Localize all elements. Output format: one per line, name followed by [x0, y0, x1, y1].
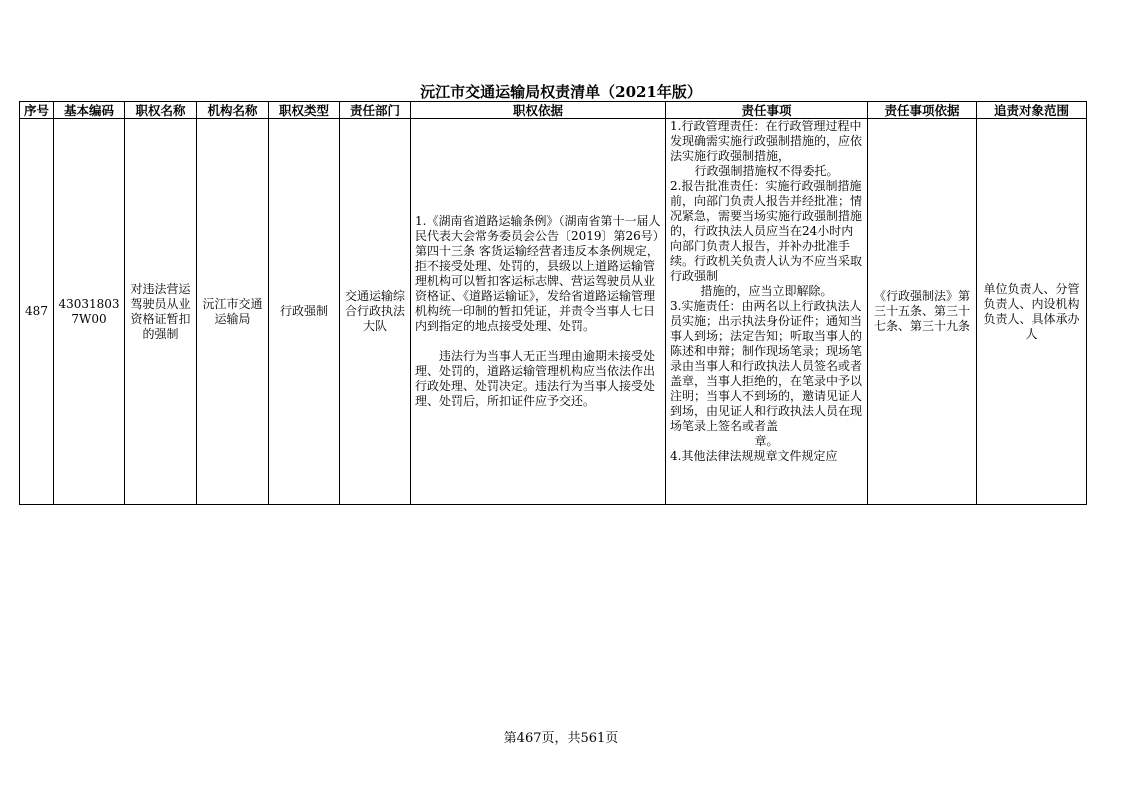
duty-line: 3.实施责任：由两名以上行政执法人员实施；出示执法身份证件；通知当事人到场；法定告知；听取当事人的陈述和申辩；制作现场笔录；现场笔录由当事人和行政执法人员签名或者盖章，当事人拒绝的，在笔录中予以注明；当事人不到场的，邀请见证人到场，由见证人和行政执法人员在现场笔录上签名或者盖 [670, 299, 863, 433]
header-code: 基本编码 [54, 102, 125, 119]
header-duty-basis: 责任事项依据 [868, 102, 977, 119]
duty-line: 措施的，应当立即解除。 [700, 284, 833, 298]
header-power-name: 职权名称 [125, 102, 197, 119]
power-list-table [19, 101, 1087, 505]
cell-code: 430318037W00 [54, 119, 125, 505]
header-basis: 职权依据 [411, 102, 666, 119]
cell-basis [411, 119, 666, 505]
cell-seq: 487 [20, 119, 54, 505]
header-seq: 序号 [20, 102, 54, 119]
table-row [20, 119, 1087, 505]
duty-line: 2.报告批准责任：实施行政强制措施前，向部门负责人报告并经批准；情况紧急，需要当场实施行政强制措施的，行政执法人员应当在24小时内向部门负责人报告，并补办批准手续。行政机关负责人认为不应当采取行政强制 [670, 179, 863, 283]
page-title: 沅江市交通运输局权责清单（2021年版） [420, 83, 702, 101]
header-agency: 机构名称 [197, 102, 269, 119]
page-number: 第467页，共561页 [503, 731, 619, 746]
header-accountability: 追责对象范围 [977, 102, 1087, 119]
header-power-type: 职权类型 [269, 102, 340, 119]
cell-duty-basis: 《行政强制法》第三十五条、第三十七条、第三十九条 [868, 119, 977, 505]
cell-accountability: 单位负责人、分管负责人、内设机构负责人、具体承办人 [977, 119, 1087, 505]
duty-line: 章。 [754, 434, 779, 448]
header-department: 责任部门 [340, 102, 411, 119]
cell-duties [666, 119, 868, 505]
cell-power-name: 对违法营运驾驶员从业资格证暂扣的强制 [125, 119, 197, 505]
cell-agency: 沅江市交通运输局 [197, 119, 269, 505]
basis-paragraph-2: 违法行为当事人无正当理由逾期未接受处理、处罚的，道路运输管理机构应当依法作出行政处理、处罚决定。违法行为当事人接受处理、处罚后，所扣证件应予交还。 [415, 349, 656, 408]
cell-power-type: 行政强制 [269, 119, 340, 505]
duty-line: 1.行政管理责任：在行政管理过程中发现确需实施行政强制措施的，应依法实施行政强制措施， [670, 119, 863, 163]
header-duties: 责任事项 [666, 102, 868, 119]
duty-line: 4.其他法律法规规章文件规定应 [670, 449, 838, 463]
duty-line: 行政强制措施权不得委托。 [694, 164, 839, 178]
cell-department: 交通运输综合行政执法大队 [340, 119, 411, 505]
basis-paragraph-1: 1.《湖南省道路运输条例》（湖南省第十一届人民代表大会常务委员会公告〔2019〕第26号）第四十三条 客货运输经营者违反本条例规定，拒不接受处理、处罚的，县级以上道路运输管理机构可以暂扣客运标志牌、营运驾驶员从业资格证、《道路运输证》，发给省道路运输管理机构统一印制的暂扣凭证，并责令当事人七日内到指定的地点接受处理、处罚。 [415, 214, 661, 333]
table-header-row [20, 102, 1087, 119]
